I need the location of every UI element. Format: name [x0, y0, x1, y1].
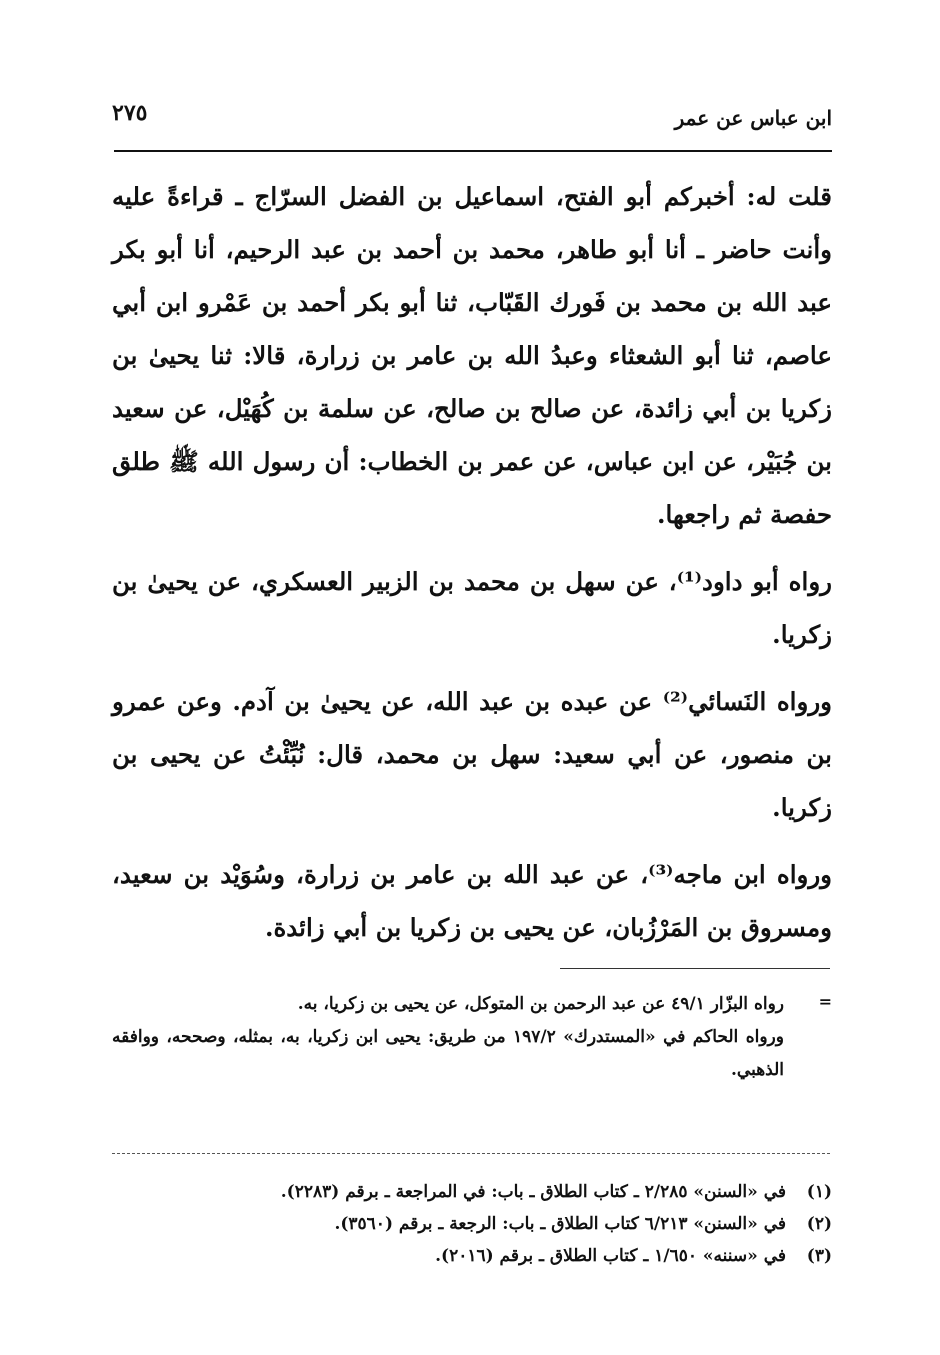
footnote-text: في «سننه» ١/٦٥٠ ـ كتاب الطلاق ـ برقم (٢٠١٦). — [435, 1246, 786, 1266]
footnote-item — [112, 1240, 832, 1272]
footnote-number: (٢) — [806, 1214, 832, 1234]
header-divider — [114, 150, 832, 152]
footnote-text: في «السنن» ٢/٢٨٥ ـ كتاب الطلاق ـ باب: في المراجعة ـ برقم (٢٢٨٣). — [280, 1182, 786, 1202]
footnotes — [112, 1176, 832, 1272]
running-header — [112, 98, 832, 138]
continued-note-line: رواه البزّار ٤٩/١ عن عبد الرحمن بن المتوكل، عن يحيى بن زكريا، به. — [297, 994, 784, 1014]
continuation-marker: = — [818, 992, 832, 1011]
footnote-separator — [560, 968, 830, 969]
footnote-item — [112, 1176, 832, 1208]
footnote-dashed-separator — [112, 1153, 830, 1154]
footnote-text: في «السنن» ٦/٢١٣ كتاب الطلاق ـ باب: الرجعة ـ برقم (٣٥٦٠). — [334, 1214, 786, 1234]
footnote-number: (١) — [806, 1182, 832, 1202]
footnote-item — [112, 1208, 832, 1240]
paragraph-abu-dawud: رواه أبو داود⁽¹⁾، عن سهل بن محمد بن الزبير العسكري، عن يحيىٰ بن زكريا. — [112, 567, 832, 649]
paragraph-isnad: قلت له: أخبركم أبو الفتح، اسماعيل بن الفضل السرّاج ـ قراءةً عليه وأنت حاضر ـ أنا أبو طاهر، محمد بن أحمد بن عبد الرحيم، أنا أبو بكر عبد الله بن محمد بن فَورك القَبّاب، ثنا أبو بكر أحمد بن عَمْرو ابن أبي عاصم، ثنا أبو الشعثاء وعبدُ الله بن عامر بن زرارة، قالا: ثنا يحيىٰ بن زكريا بن أبي زائدة، عن صالح بن صالح، عن سلمة بن كُهَيْل، عن سعيد بن جُبَيْر، عن ابن عباس، عن عمر بن الخطاب: أن رسول الله ﷺ طلق حفصة ثم راجعها. — [112, 182, 832, 529]
continued-note — [112, 988, 832, 1087]
paragraph-nasai: ورواه النَسائي⁽²⁾ عن عبده بن عبد الله، عن يحيىٰ بن آدم. وعن عمرو بن منصور، عن أبي سعيد: سهل بن محمد، قال: نُبِّئْتُ عن يحيى بن زكريا. — [112, 687, 832, 822]
page-number: ٢٧٥ — [112, 100, 148, 126]
continued-note-line: ورواه الحاكم في «المستدرك» ١٩٧/٢ من طريق: يحيى ابن زكريا، به، بمثله، وصححه، ووافقه الذهبي. — [112, 1027, 784, 1080]
paragraph-ibn-majah: ورواه ابن ماجه⁽³⁾، عن عبد الله بن عامر بن زرارة، وسُوَيْد بن سعيد، ومسروق بن المَرْزُبان، عن يحيى بن زكريا بن أبي زائدة. — [112, 860, 832, 942]
footnote-number: (٣) — [806, 1246, 832, 1266]
main-text — [112, 170, 832, 968]
running-title: ابن عباس عن عمر — [674, 106, 832, 130]
